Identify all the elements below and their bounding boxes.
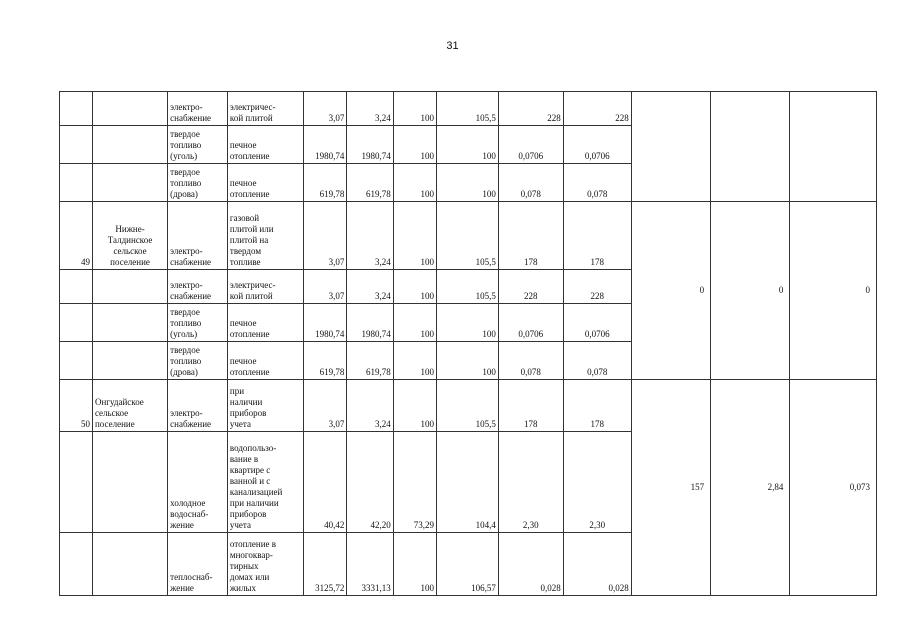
cell-resource: электро- снабжение <box>168 270 228 304</box>
cell-value: 100 <box>393 533 436 596</box>
cell-value: 100 <box>393 126 436 164</box>
cell-resource: электро- снабжение <box>168 92 228 126</box>
cell-value: 3,07 <box>304 92 347 126</box>
cell-value: 100 <box>393 270 436 304</box>
cell-value: 619,78 <box>347 342 393 380</box>
cell-value: 100 <box>393 342 436 380</box>
cell-settlement <box>92 270 167 304</box>
cell-value: 178 <box>563 380 631 432</box>
cell-value: 100 <box>437 304 499 342</box>
cell-value: 0,0706 <box>498 126 563 164</box>
cell-resource: твердое топливо (дрова) <box>168 342 228 380</box>
cell-number <box>60 164 93 202</box>
cell-value: 100 <box>393 164 436 202</box>
cell-settlement: Нижне- Талдинское сельское поселение <box>92 202 167 270</box>
cell-number: 49 <box>60 202 93 270</box>
cell-value: 104,4 <box>437 432 499 533</box>
cell-value: 73,29 <box>393 432 436 533</box>
cell-condition: водопользо- вание в квартире с ванной и с канализацией при наличии приборов учета <box>227 432 303 533</box>
cell-value: 105,5 <box>437 202 499 270</box>
cell-value: 0,028 <box>498 533 563 596</box>
cell-settlement <box>92 92 167 126</box>
cell-condition: при наличии приборов учета <box>227 380 303 432</box>
cell-resource: твердое топливо (уголь) <box>168 126 228 164</box>
cell-merged: 0,073 <box>790 380 877 596</box>
cell-condition: печное отопление <box>227 164 303 202</box>
cell-value: 106,57 <box>437 533 499 596</box>
cell-number <box>60 304 93 342</box>
cell-value: 0,0706 <box>563 126 631 164</box>
cell-value: 0,078 <box>563 342 631 380</box>
cell-value: 1980,74 <box>347 126 393 164</box>
cell-value: 619,78 <box>347 164 393 202</box>
cell-number <box>60 432 93 533</box>
cell-settlement <box>92 164 167 202</box>
cell-merged: 0 <box>631 202 710 380</box>
cell-value: 2,30 <box>498 432 563 533</box>
cell-value: 0,078 <box>498 164 563 202</box>
cell-value: 228 <box>563 92 631 126</box>
cell-value: 0,078 <box>498 342 563 380</box>
cell-value: 1980,74 <box>304 126 347 164</box>
cell-condition: отопление в многоквар- тирных домах или жилых <box>227 533 303 596</box>
cell-value: 3,24 <box>347 380 393 432</box>
cell-value: 3331,13 <box>347 533 393 596</box>
cell-value: 0,0706 <box>498 304 563 342</box>
cell-value: 105,5 <box>437 270 499 304</box>
cell-value: 3,07 <box>304 380 347 432</box>
cell-value: 228 <box>563 270 631 304</box>
cell-value: 3,07 <box>304 202 347 270</box>
cell-value: 0,028 <box>563 533 631 596</box>
cell-value: 40,42 <box>304 432 347 533</box>
cell-value: 100 <box>437 164 499 202</box>
cell-value: 178 <box>498 202 563 270</box>
cell-merged: 157 <box>631 380 710 596</box>
cell-resource: электро- снабжение <box>168 202 228 270</box>
cell-condition: печное отопление <box>227 126 303 164</box>
cell-value: 42,20 <box>347 432 393 533</box>
cell-value: 228 <box>498 92 563 126</box>
cell-value: 1980,74 <box>347 304 393 342</box>
cell-resource: электро- снабжение <box>168 380 228 432</box>
cell-value: 100 <box>393 380 436 432</box>
cell-settlement <box>92 126 167 164</box>
cell-number <box>60 342 93 380</box>
cell-value: 100 <box>437 126 499 164</box>
table-row <box>60 92 877 126</box>
cell-blank <box>790 92 877 202</box>
cell-resource: теплоснаб- жение <box>168 533 228 596</box>
tariff-table <box>59 91 877 596</box>
cell-value: 100 <box>393 202 436 270</box>
cell-number <box>60 92 93 126</box>
cell-value: 2,30 <box>563 432 631 533</box>
cell-value: 100 <box>393 304 436 342</box>
cell-settlement: Онгудайское сельское поселение <box>92 380 167 432</box>
cell-value: 178 <box>563 202 631 270</box>
cell-value: 178 <box>498 380 563 432</box>
cell-value: 619,78 <box>304 164 347 202</box>
cell-settlement <box>92 533 167 596</box>
cell-resource: твердое топливо (уголь) <box>168 304 228 342</box>
cell-value: 3125,72 <box>304 533 347 596</box>
cell-merged: 0 <box>711 202 790 380</box>
cell-number <box>60 270 93 304</box>
cell-condition: электричес- кой плитой <box>227 270 303 304</box>
cell-settlement <box>92 432 167 533</box>
cell-value: 228 <box>498 270 563 304</box>
cell-value: 100 <box>437 342 499 380</box>
cell-value: 3,07 <box>304 270 347 304</box>
cell-merged: 2,84 <box>711 380 790 596</box>
cell-settlement <box>92 304 167 342</box>
cell-blank <box>631 92 710 202</box>
cell-value: 3,24 <box>347 202 393 270</box>
cell-blank <box>711 92 790 202</box>
cell-value: 3,24 <box>347 92 393 126</box>
cell-resource: твердое топливо (дрова) <box>168 164 228 202</box>
cell-value: 619,78 <box>304 342 347 380</box>
cell-value: 100 <box>393 92 436 126</box>
cell-condition: печное отопление <box>227 304 303 342</box>
cell-value: 0,078 <box>563 164 631 202</box>
cell-condition: электричес- кой плитой <box>227 92 303 126</box>
cell-value: 3,24 <box>347 270 393 304</box>
cell-value: 1980,74 <box>304 304 347 342</box>
page-number: 31 <box>446 40 459 52</box>
cell-condition: печное отопление <box>227 342 303 380</box>
cell-merged: 0 <box>790 202 877 380</box>
table-row <box>60 380 877 432</box>
cell-settlement <box>92 342 167 380</box>
cell-resource: холодное водоснаб- жение <box>168 432 228 533</box>
cell-value: 105,5 <box>437 380 499 432</box>
cell-number <box>60 533 93 596</box>
cell-number <box>60 126 93 164</box>
table-row <box>60 202 877 270</box>
cell-value: 105,5 <box>437 92 499 126</box>
cell-value: 0,0706 <box>563 304 631 342</box>
cell-condition: газовой плитой или плитой на твердом топливе <box>227 202 303 270</box>
cell-number: 50 <box>60 380 93 432</box>
